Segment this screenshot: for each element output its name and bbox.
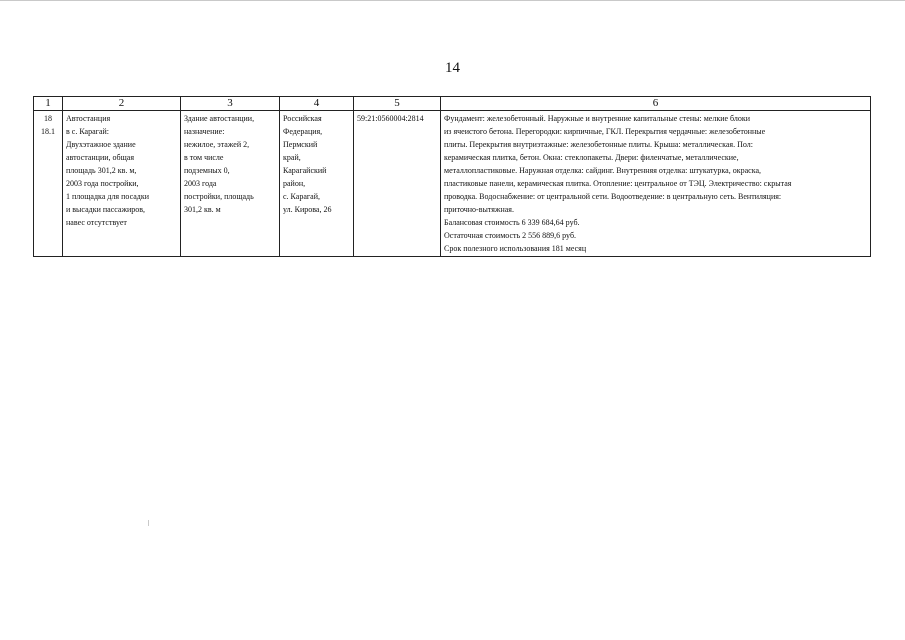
- column-header-4: 4: [280, 97, 354, 111]
- description-line: из ячеистого бетона. Перегородки: кирпичные, ГКЛ. Перекрытия чердачные: железобетонные: [444, 127, 766, 136]
- description-line: плиты. Перекрытия внутриэтажные: железобетонные плиты. Крыша: металлическая. Пол:: [444, 140, 753, 149]
- object-name-line: 2003 года постройки,: [66, 179, 139, 188]
- column-header-1: 1: [34, 97, 63, 111]
- object-name-line: 1 площадка для посадки: [66, 192, 150, 201]
- object-name-line: Двухэтажное здание: [66, 140, 136, 149]
- column-header-2: 2: [63, 97, 181, 111]
- address-line: край,: [283, 153, 301, 162]
- address-line: Российская: [283, 114, 322, 123]
- address-line: Пермский: [283, 140, 318, 149]
- address-line: Карагайский: [283, 166, 327, 175]
- balance-value: Балансовая стоимость 6 339 684,64 руб.: [444, 218, 580, 227]
- object-name-line: Автостанция: [66, 114, 111, 123]
- item-number: 18: [44, 114, 52, 123]
- object-name-line: в с. Карагай:: [66, 127, 109, 136]
- cadastral-number-cell: [354, 111, 441, 257]
- table-header-row: [34, 97, 871, 111]
- description-line: Фундамент: железобетонный. Наружные и внутренние капитальные стены: мелкие блоки: [444, 114, 751, 123]
- address-line: район,: [283, 179, 306, 188]
- useful-life: Срок полезного использования 181 месяц: [444, 244, 587, 253]
- sub-item-number: 18.1: [41, 127, 55, 136]
- column-header-6: 6: [441, 97, 871, 111]
- description-line: керамическая плитка, бетон. Окна: стеклопакеты. Двери: филенчатые, металлические,: [444, 153, 739, 162]
- address-cell: [280, 111, 354, 257]
- cadastral-number: 59:21:0560004:2814: [357, 114, 424, 123]
- purpose-line: 301,2 кв. м: [184, 205, 221, 214]
- scan-artifact-left: [148, 520, 149, 526]
- object-name-line: навес отсутствует: [66, 218, 127, 227]
- object-name-line: автостанции, общая: [66, 153, 134, 162]
- purpose-cell: [181, 111, 280, 257]
- object-name-cell: [63, 111, 181, 257]
- purpose-line: подземных 0,: [184, 166, 230, 175]
- address-line: ул. Кирова, 26: [283, 205, 332, 214]
- description-line: приточно-вытяжная.: [444, 205, 514, 214]
- column-header-5: 5: [354, 97, 441, 111]
- purpose-line: 2003 года: [184, 179, 217, 188]
- scan-artifact-top: [0, 0, 905, 1]
- purpose-line: нежилое, этажей 2,: [184, 140, 250, 149]
- purpose-line: в том числе: [184, 153, 224, 162]
- purpose-line: Здание автостанции,: [184, 114, 255, 123]
- item-number-cell: [34, 111, 63, 257]
- address-line: с. Карагай,: [283, 192, 320, 201]
- purpose-line: назначение:: [184, 127, 225, 136]
- description-line: металлопластиковые. Наружная отделка: сайдинг. Внутренняя отделка: штукатурка, окраска,: [444, 166, 762, 175]
- property-register-table: [33, 96, 871, 257]
- object-name-line: и высадки пассажиров,: [66, 205, 146, 214]
- description-cell: [441, 111, 871, 257]
- address-line: Федерация,: [283, 127, 323, 136]
- purpose-line: постройки, площадь: [184, 192, 254, 201]
- object-name-line: площадь 301,2 кв. м,: [66, 166, 137, 175]
- description-line: проводка. Водоснабжение: от центральной сети. Водоотведение: в центральную сеть. Вентиляция:: [444, 192, 782, 201]
- residual-value: Остаточная стоимость 2 556 889,6 руб.: [444, 231, 577, 240]
- table-row: [34, 111, 871, 257]
- column-header-3: 3: [181, 97, 280, 111]
- page-number: 14: [445, 60, 460, 76]
- description-line: пластиковые панели, керамическая плитка. Отопление: центральное от ТЭЦ. Электричество: скрытая: [444, 179, 792, 188]
